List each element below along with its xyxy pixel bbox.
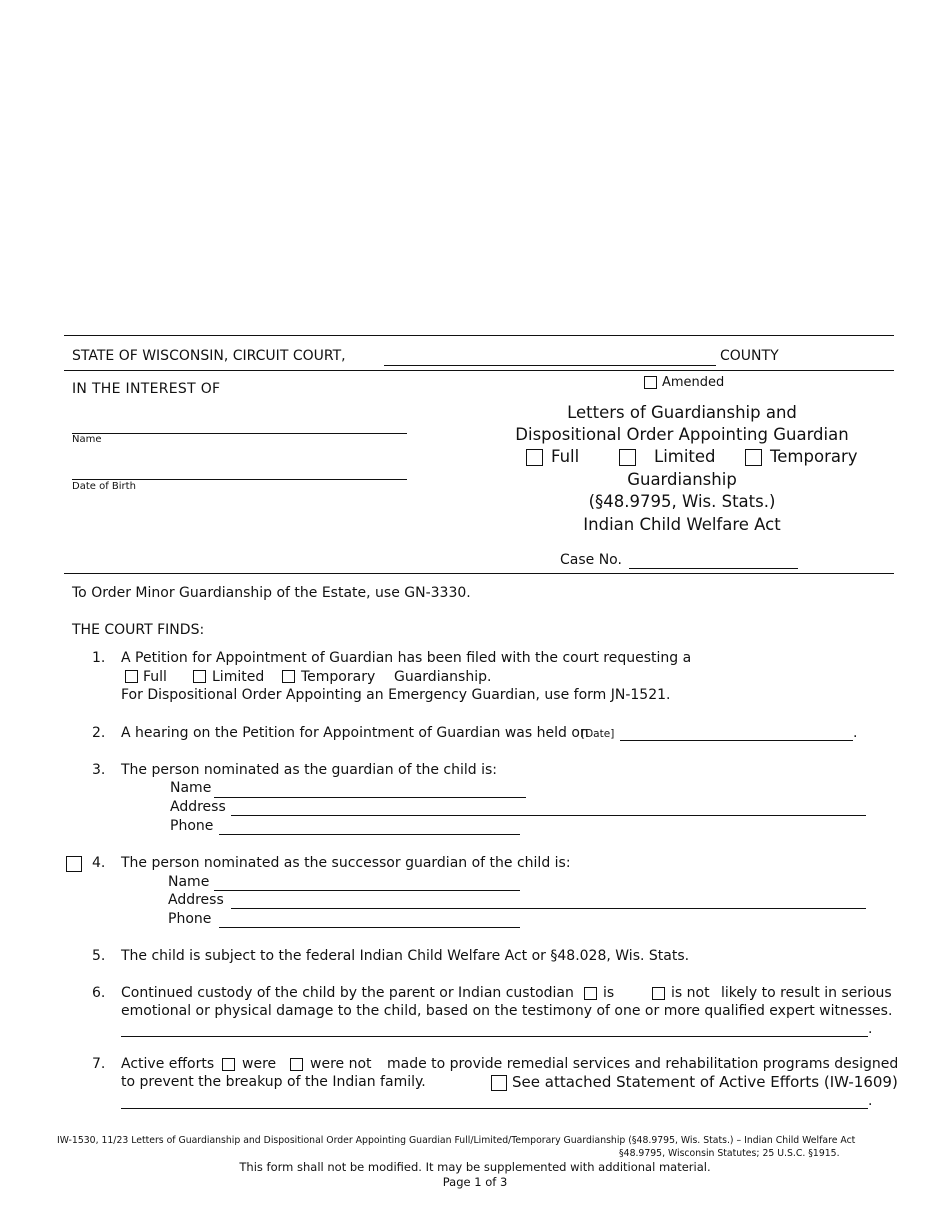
- item1-temporary-checkbox[interactable]: [282, 670, 295, 683]
- footer-notice: This form shall not be modified. It may be supplemented with additional material.: [239, 1160, 711, 1174]
- item4-checkbox[interactable]: [66, 856, 82, 872]
- title-temporary-checkbox[interactable]: [745, 449, 762, 466]
- county-rule: [64, 370, 894, 371]
- title-line4: Guardianship: [627, 470, 737, 489]
- title-temporary-label: Temporary: [770, 447, 858, 466]
- title-statute: (§48.9795, Wis. Stats.): [588, 492, 776, 511]
- item1-temporary-label: Temporary: [301, 669, 376, 685]
- successor-phone-field[interactable]: [219, 927, 520, 928]
- item3-name-label: Name: [170, 780, 212, 796]
- guardian-address-field[interactable]: [231, 815, 866, 816]
- item2-text: A hearing on the Petition for Appointment of Guardian was held on: [121, 725, 589, 741]
- item7-period: .: [868, 1093, 873, 1109]
- item1-limited-checkbox[interactable]: [193, 670, 206, 683]
- item5-number: 5.: [92, 948, 106, 964]
- item6-is-not-label: is not: [671, 985, 710, 1001]
- item7-see-attached-label: See attached Statement of Active Efforts (IW-1609): [512, 1073, 898, 1091]
- title-limited-label: Limited: [654, 447, 716, 466]
- in-the-interest-of: IN THE INTEREST OF: [72, 381, 221, 397]
- item6-text-c: emotional or physical damage to the child, based on the testimony of one or more qualified expert witnesses.: [121, 1003, 893, 1019]
- title-line2: Dispositional Order Appointing Guardian: [515, 425, 849, 444]
- item4-name-label: Name: [168, 874, 210, 890]
- item2-date-label: [Date]: [581, 728, 615, 740]
- item6-explanation-field[interactable]: [121, 1036, 868, 1037]
- case-no-field[interactable]: [629, 568, 798, 569]
- item6-text-b: likely to result in serious: [721, 985, 892, 1001]
- item2-number: 2.: [92, 725, 106, 741]
- title-act: Indian Child Welfare Act: [583, 515, 781, 534]
- item5-text: The child is subject to the federal Indian Child Welfare Act or §48.028, Wis. Stats.: [121, 948, 690, 964]
- item3-address-label: Address: [170, 799, 226, 815]
- state-court-label: STATE OF WISCONSIN, CIRCUIT COURT,: [72, 348, 346, 364]
- item7-text-a: Active efforts: [121, 1056, 215, 1072]
- successor-address-field[interactable]: [231, 908, 866, 909]
- item7-text-c: to prevent the breakup of the Indian family.: [121, 1074, 426, 1090]
- title-limited-checkbox[interactable]: [619, 449, 636, 466]
- item7-were-not-checkbox[interactable]: [290, 1058, 303, 1071]
- footer-form-id: IW-1530, 11/23 Letters of Guardianship and Dispositional Order Appointing Guardian Full/Limited/Temporary Guardianship (§48.9795, Wis. Stats.) – Indian Child Welfare Act: [57, 1135, 856, 1146]
- title-full-checkbox[interactable]: [526, 449, 543, 466]
- item3-phone-label: Phone: [170, 818, 214, 834]
- estate-note: To Order Minor Guardianship of the Estate, use GN-3330.: [72, 585, 471, 601]
- item4-text: The person nominated as the successor guardian of the child is:: [121, 855, 571, 871]
- dob-label: Date of Birth: [72, 481, 136, 492]
- item3-text: The person nominated as the guardian of the child is:: [121, 762, 498, 778]
- successor-name-field[interactable]: [214, 890, 520, 891]
- item6-period: .: [868, 1021, 873, 1037]
- item7-were-not-label: were not: [310, 1056, 372, 1072]
- item1-full-checkbox[interactable]: [125, 670, 138, 683]
- item6-text-a: Continued custody of the child by the parent or Indian custodian: [121, 985, 574, 1001]
- title-full-label: Full: [551, 447, 580, 466]
- item1-guardianship: Guardianship.: [394, 669, 492, 685]
- item4-phone-label: Phone: [168, 911, 212, 927]
- item4-address-label: Address: [168, 892, 224, 908]
- amended-label: Amended: [662, 375, 725, 390]
- guardian-name-field[interactable]: [214, 797, 526, 798]
- item7-were-checkbox[interactable]: [222, 1058, 235, 1071]
- item7-were-label: were: [242, 1056, 277, 1072]
- dob-field[interactable]: [72, 479, 407, 480]
- title-line1: Letters of Guardianship and: [567, 403, 797, 422]
- county-label: COUNTY: [720, 348, 779, 364]
- item1-text: A Petition for Appointment of Guardian has been filed with the court requesting a: [121, 650, 692, 666]
- item6-is-label: is: [603, 985, 615, 1001]
- footer-page-number: Page 1 of 3: [442, 1175, 508, 1189]
- item6-is-checkbox[interactable]: [584, 987, 597, 1000]
- case-no-label: Case No.: [560, 552, 622, 568]
- top-rule: [64, 335, 894, 336]
- item1-emergency-note: For Dispositional Order Appointing an Emergency Guardian, use form JN-1521.: [121, 687, 671, 703]
- item3-number: 3.: [92, 762, 106, 778]
- item1-limited-label: Limited: [212, 669, 265, 685]
- footer-statutes: §48.9795, Wisconsin Statutes; 25 U.S.C. §1915.: [619, 1148, 840, 1159]
- item1-full-label: Full: [143, 669, 167, 685]
- amended-checkbox[interactable]: [644, 376, 657, 389]
- guardian-phone-field[interactable]: [219, 834, 520, 835]
- item7-explanation-field[interactable]: [121, 1108, 868, 1109]
- header-bottom-rule: [64, 573, 894, 574]
- item7-see-attached-checkbox[interactable]: [491, 1075, 507, 1091]
- item1-number: 1.: [92, 650, 106, 666]
- item6-is-not-checkbox[interactable]: [652, 987, 665, 1000]
- hearing-date-field[interactable]: [620, 740, 853, 741]
- item4-number: 4.: [92, 855, 106, 871]
- item2-period: .: [853, 725, 858, 741]
- name-label: Name: [72, 434, 102, 445]
- item6-number: 6.: [92, 985, 106, 1001]
- court-finds-heading: THE COURT FINDS:: [72, 622, 205, 638]
- item7-text-b: made to provide remedial services and rehabilitation programs designed: [387, 1056, 899, 1072]
- item7-number: 7.: [92, 1056, 106, 1072]
- child-name-field[interactable]: [72, 433, 407, 434]
- county-field[interactable]: [384, 365, 716, 366]
